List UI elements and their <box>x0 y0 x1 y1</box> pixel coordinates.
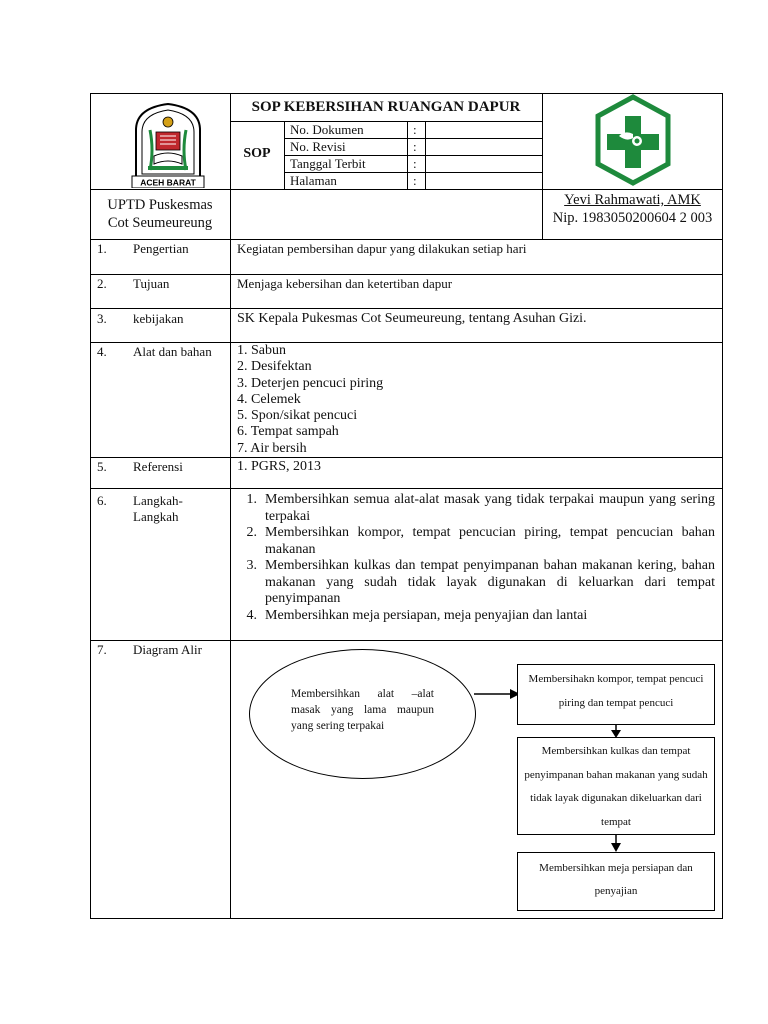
section-content-tujuan: Menjaga kebersihan dan ketertiban dapur <box>237 276 453 291</box>
organization-name-line1: UPTD Puskesmas <box>107 197 213 213</box>
doc-field-halaman: Halaman <box>290 173 337 188</box>
section-number: 3. <box>97 311 107 326</box>
section-label-diagram-alir: Diagram Alir <box>133 642 202 657</box>
header-bottom-line <box>90 189 723 190</box>
flow-step-3-box: Membersihkan meja persiapan dan penyajian <box>517 852 715 911</box>
section-label-langkah-line2: Langkah <box>133 509 179 524</box>
section-number: 7. <box>97 642 107 657</box>
signer-name: Yevi Rahmawati, AMK <box>564 192 701 208</box>
doc-field-sep: : <box>413 156 417 171</box>
materials-list <box>237 343 383 457</box>
list-item: 3. Deterjen pencuci piring <box>237 375 384 391</box>
row-line <box>90 488 723 489</box>
flow-arrow-right <box>474 688 520 700</box>
list-item: 6. Tempat sampah <box>237 424 339 440</box>
row-line <box>90 274 723 275</box>
flow-arrow-down <box>610 835 622 853</box>
list-item: 2. Desifektan <box>237 359 312 375</box>
procedure-steps-list <box>237 492 715 624</box>
section-label-referensi: Referensi <box>133 459 183 474</box>
document-title: SOP KEBERSIHAN RUANGAN DAPUR <box>251 99 521 115</box>
row-line <box>90 308 723 309</box>
section-number: 1. <box>97 241 107 256</box>
section-content-referensi: 1. PGRS, 2013 <box>237 459 322 474</box>
section-content-kebijakan: SK Kepala Pukesmas Cot Seumeureung, tentang Asuhan Gizi. <box>237 311 587 326</box>
organization-name-line2: Cot Seumeureung <box>107 215 213 231</box>
row-line <box>90 239 723 240</box>
doc-field-no-dokumen: No. Dokumen <box>290 122 364 137</box>
section-number: 6. <box>97 493 107 508</box>
section-label-alat-dan-bahan: Alat dan bahan <box>133 344 212 359</box>
row-line <box>90 640 723 641</box>
list-item: 4. Membersihkan meja persiapan, meja penyajian dan lantai <box>246 607 588 623</box>
flow-start-text: Membersihkan alat –alat masak yang lama maupun yang sering terpakai <box>291 688 434 732</box>
list-item: 4. Celemek <box>237 391 301 407</box>
list-item: 7. Air bersih <box>237 440 307 456</box>
flow-step-1-box: Membersihakn kompor, tempat pencuci piring dan tempat pencuci <box>517 664 715 725</box>
aceh-barat-logo <box>128 100 208 188</box>
logo-caption: ACEH BARAT <box>140 177 196 188</box>
list-item: 1. Sabun <box>237 343 286 358</box>
puskesmas-logo <box>594 94 672 186</box>
doc-field-sep: : <box>413 122 417 137</box>
section-label-tujuan: Tujuan <box>133 276 170 291</box>
flow-step-2-box: Membersihkan kulkas dan tempat penyimpanan bahan makanan yang sudah tidak layak digunakan dikeluarkan dari tempat <box>517 737 715 835</box>
section-label-pengertian: Pengertian <box>133 241 189 256</box>
row-line <box>90 457 723 458</box>
left-column-divider <box>230 93 231 919</box>
list-item: 1. Membersihkan semua alat-alat masak yang tidak terpakai maupun yang sering terpakai <box>246 492 715 524</box>
signer-nip: Nip. 1983050200604 2 003 <box>552 210 713 226</box>
doc-field-tanggal-terbit: Tanggal Terbit <box>290 156 366 171</box>
list-item: 3. Membersihkan kulkas dan tempat penyimpanan bahan makanan kering, bahan makanan yang sudah tidak layak digunakan di keluarkan dari tempat penyimpanan <box>246 558 715 606</box>
section-number: 5. <box>97 459 107 474</box>
section-number: 2. <box>97 276 107 291</box>
sop-label: SOP <box>243 146 271 161</box>
list-item: 2. Membersihkan kompor, tempat pencucian piring, tempat pencucian bahan makanan <box>246 525 715 557</box>
list-item: 5. Spon/sikat pencuci <box>237 408 358 424</box>
section-content-pengertian: Kegiatan pembersihan dapur yang dilakukan setiap hari <box>237 241 527 256</box>
section-number: 4. <box>97 344 107 359</box>
row-line <box>90 342 723 343</box>
doc-field-sep: : <box>413 139 417 154</box>
section-label-langkah-line1: Langkah- <box>133 493 183 508</box>
doc-field-no-revisi: No. Revisi <box>290 139 346 154</box>
section-label-kebijakan: kebijakan <box>133 311 184 326</box>
title-underline <box>230 121 542 122</box>
doc-field-sep: : <box>413 173 417 188</box>
